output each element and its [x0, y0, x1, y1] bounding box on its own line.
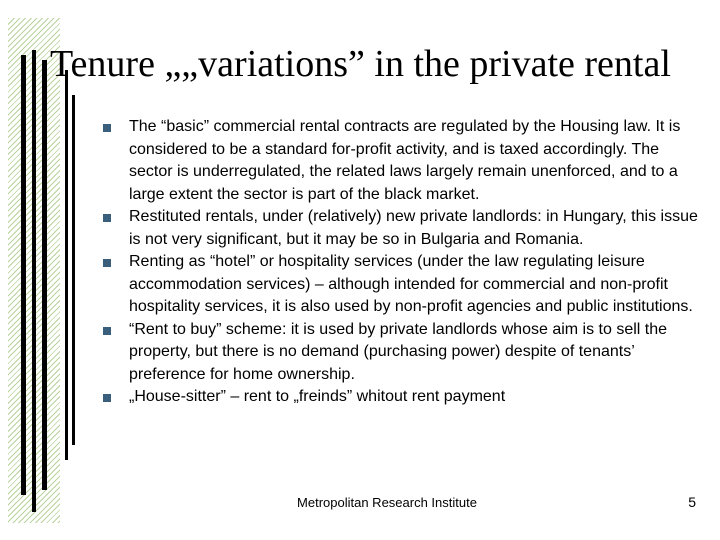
- square-bullet-icon: [103, 214, 111, 222]
- square-bullet-icon: [103, 124, 111, 132]
- bullet-text: „House-sitter” – rent to „freinds” whitout rent payment: [129, 388, 506, 405]
- bullet-list: [103, 116, 703, 409]
- decorative-bar: [65, 70, 68, 460]
- decorative-bar: [21, 55, 26, 495]
- decorative-bar: [72, 95, 75, 445]
- bullet-text: Restituted rentals, under (relatively) new private landlords: in Hungary, this issue is not very significant, but it may be so in Bulgaria and Romania.: [129, 208, 698, 248]
- bullet-item: [103, 251, 703, 319]
- bullet-item: [103, 319, 703, 387]
- bullet-text: The “basic” commercial rental contracts are regulated by the Housing law. It is considered to be a standard for-profit activity, and is taxed accordingly. The sector is underregulated, the related laws largely remain unenforced, and to a large extent the sector is part of the black market.: [129, 118, 681, 203]
- slide-title: Tenure „„variations” in the private rental: [50, 43, 671, 85]
- page-number: 5: [688, 494, 696, 510]
- square-bullet-icon: [103, 394, 111, 402]
- decorative-bar: [32, 50, 36, 512]
- square-bullet-icon: [103, 327, 111, 335]
- square-bullet-icon: [103, 259, 111, 267]
- bullet-item: [103, 386, 703, 409]
- bullet-text: “Rent to buy” scheme: it is used by private landlords whose aim is to sell the property, but there is no demand (purchasing power) despite of tenants’ preference for home ownership.: [129, 320, 668, 383]
- bullet-text: Renting as “hotel” or hospitality services (under the law regulating leisure accommodation services) – although intended for commercial and non-profit hospitality services, it is also used by non-profit agencies and public institutions.: [129, 253, 693, 315]
- bullet-item: [103, 206, 703, 251]
- bullet-item: [103, 116, 703, 206]
- decorative-bar: [42, 60, 47, 490]
- footer-organization: Metropolitan Research Institute: [297, 495, 477, 510]
